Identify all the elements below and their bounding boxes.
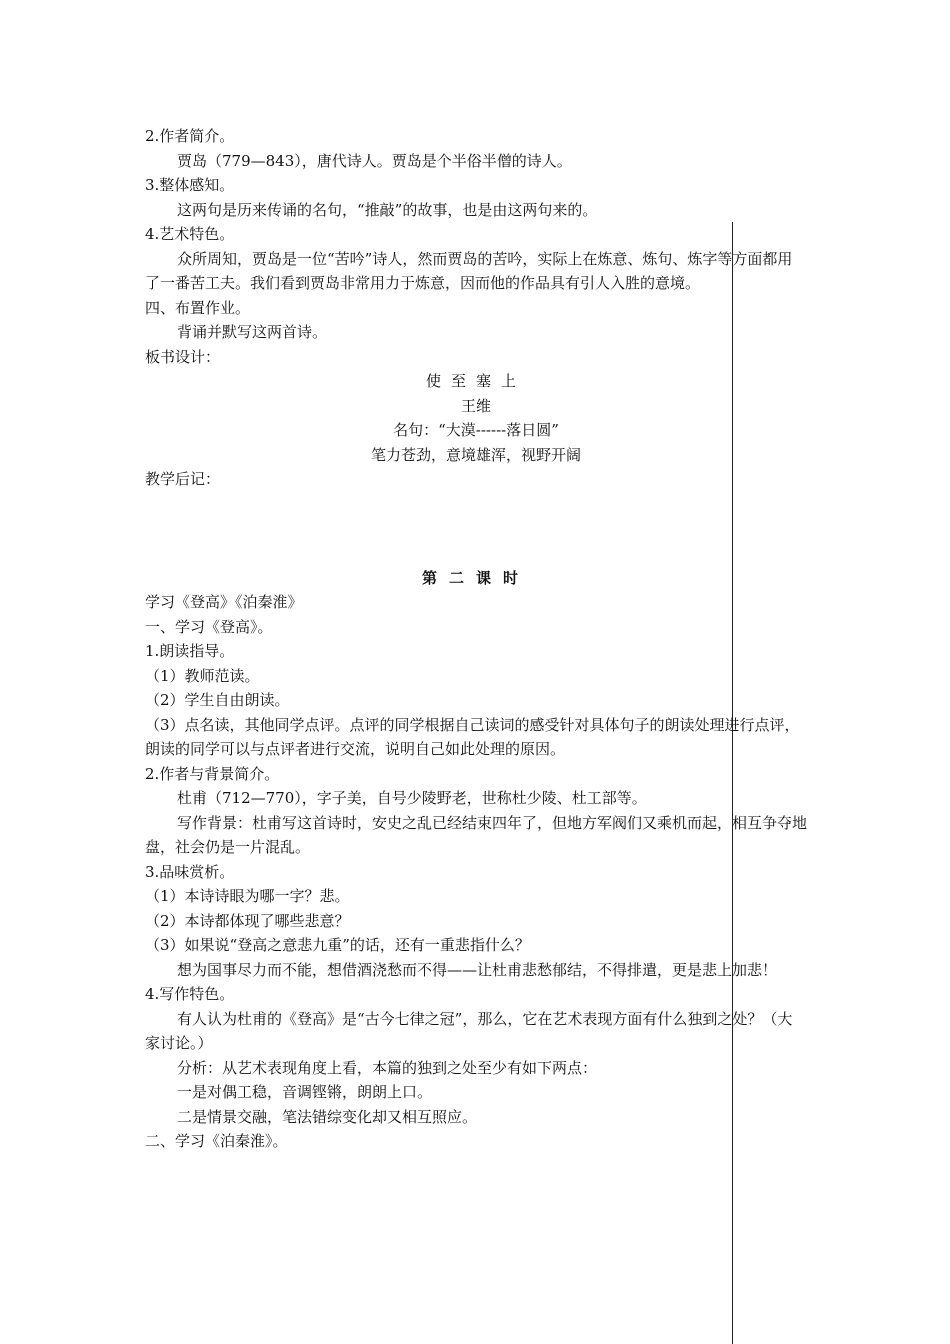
paragraph: 3.品味赏析。 — [145, 862, 235, 881]
paragraph: 二、学习《泊秦淮》。 — [145, 1132, 288, 1150]
paragraph: （2）学生自由朗读。 — [145, 691, 290, 709]
section-part1 — [145, 124, 807, 369]
paragraph: 板书设计： — [145, 347, 221, 366]
board-summary: 笔力苍劲，意境雄浑，视野开阔 — [370, 445, 581, 464]
paragraph: 杜甫（712—770），字子美，自号少陵野老，世称杜少陵、杜工部等。 — [177, 789, 647, 807]
board-famous-quote: 名句：“大漠------落日圆” — [393, 421, 559, 439]
paragraph: 背诵并默写这两首诗。 — [177, 323, 328, 341]
postscript-label: 教学后记： — [145, 470, 221, 488]
paragraph: （3）如果说“登高之意悲九重”的话，还有一重悲指什么？ — [145, 936, 530, 954]
paragraph: 4.写作特色。 — [145, 985, 235, 1003]
paragraph: （1）本诗诗眼为哪一字？悲。 — [145, 887, 350, 905]
paragraph: 写作背景：杜甫写这首诗时，安史之乱已经结束四年了，但地方军阀们又乘机而起，相互争夺地盘，社会仍是一片混乱。 — [145, 813, 808, 856]
paragraph: 2.作者简介。 — [145, 127, 235, 145]
paragraph: 2.作者与背景简介。 — [145, 764, 280, 783]
paragraph: 3.整体感知。 — [145, 176, 235, 194]
document-body — [145, 124, 807, 1154]
paragraph: 分析：从艺术表现角度上看，本篇的独到之处至少有如下两点： — [177, 1058, 598, 1077]
paragraph: （3）点名读，其他同学点评。点评的同学根据自己读词的感受针对具体句子的朗读处理进行点评，朗读的同学可以与点评者进行交流，说明自己如此处理的原因。 — [145, 715, 800, 758]
paragraph: 二是情景交融，笔法错综变化却又相互照应。 — [177, 1107, 478, 1126]
paragraph: 众所周知，贾岛是一位“苦吟”诗人，然而贾岛的苦吟，实际上在炼意、炼句、炼字等方面都用了一番苦工夫。我们看到贾岛非常用力于炼意，因而他的作品具有引人入胜的意境。 — [145, 249, 793, 292]
paragraph: （1）教师范读。 — [145, 666, 260, 685]
paragraph: 四、布置作业。 — [145, 298, 251, 317]
paragraph: 1.朗读指导。 — [145, 642, 235, 660]
paragraph: 4.艺术特色。 — [145, 225, 235, 243]
paragraph: （2）本诗都体现了哪些悲意？ — [145, 911, 350, 930]
section-part2 — [145, 590, 807, 1154]
paragraph: 有人认为杜甫的《登高》是“古今七律之冠”，那么，它在艺术表现方面有什么独到之处？（大家讨论。） — [145, 1009, 793, 1052]
paragraph: 学习《登高》《泊秦淮》 — [145, 593, 303, 611]
paragraph: 一、学习《登高》。 — [145, 617, 273, 636]
paragraph: 贾岛（779—843），唐代诗人。贾岛是个半俗半僧的诗人。 — [177, 151, 572, 170]
board-poem-title: 使至塞上 — [425, 372, 526, 390]
paragraph: 一是对偶工稳，音调铿锵，朗朗上口。 — [177, 1083, 433, 1101]
paragraph: 想为国事尽力而不能，想借酒浇愁而不得——让杜甫悲愁郁结，不得排遣，更是悲上加悲！ — [177, 960, 778, 979]
section-title: 第二课时 — [421, 568, 530, 587]
board-design — [145, 369, 807, 467]
paragraph: 这两句是历来传诵的名句，“推敲”的故事，也是由这两句来的。 — [177, 200, 598, 219]
blank-space — [145, 492, 807, 566]
board-poem-author: 王维 — [460, 396, 491, 415]
